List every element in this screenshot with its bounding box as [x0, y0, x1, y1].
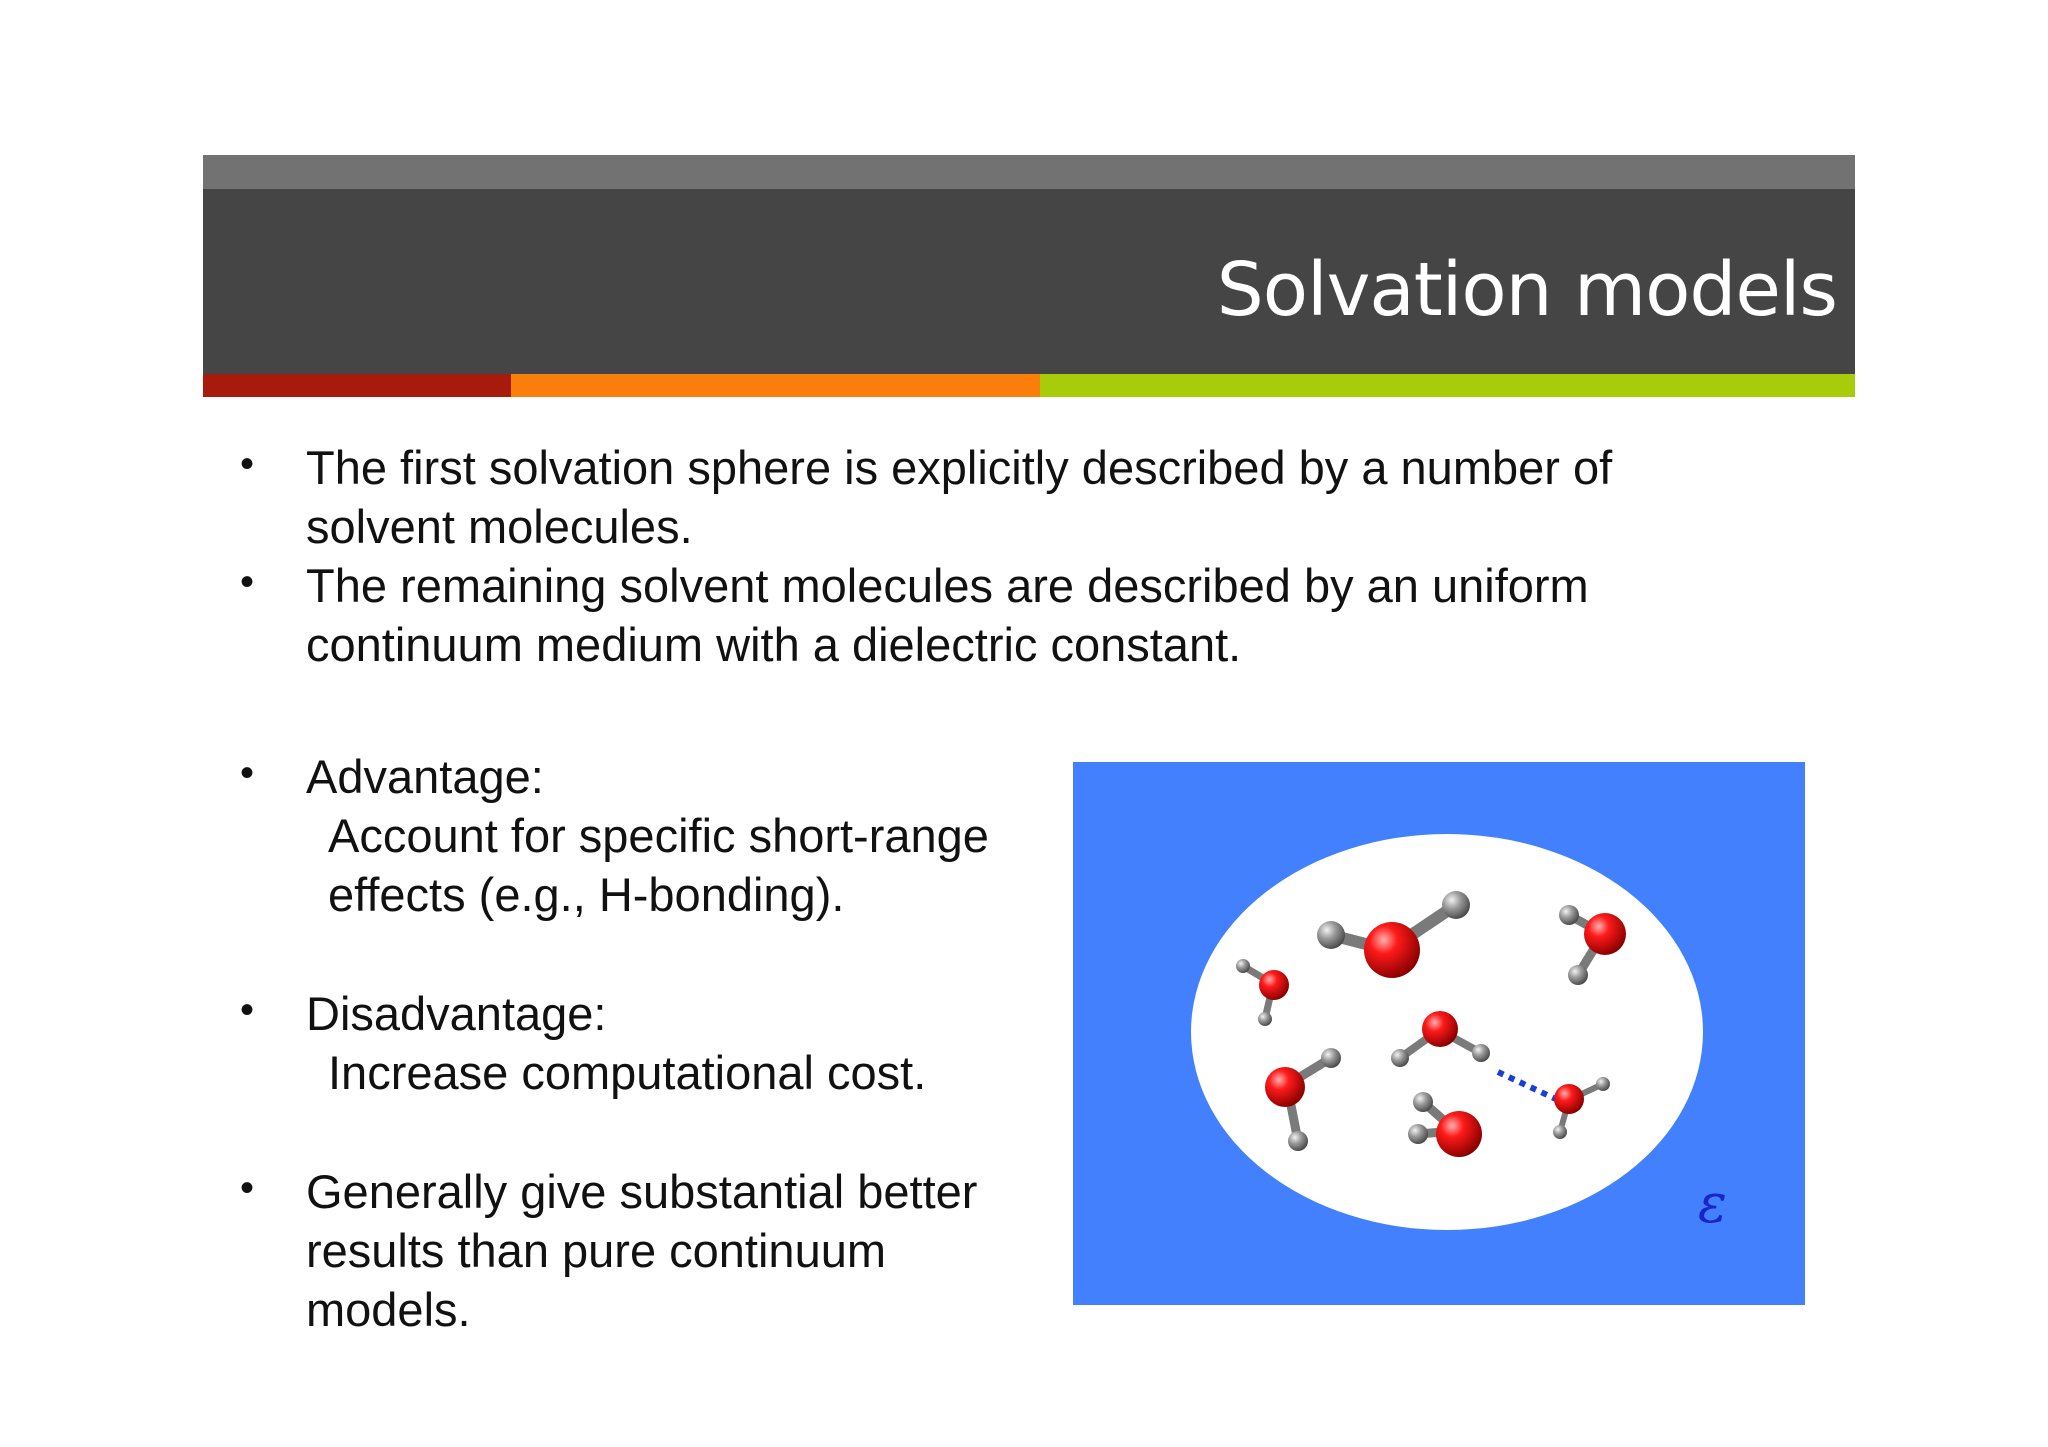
bullet-text	[306, 1162, 977, 1339]
bullet-line: results than pure continuum	[306, 1224, 886, 1277]
bullet-subtext	[328, 806, 989, 924]
bullet-marker: •	[240, 751, 255, 795]
bullet-line: Generally give substantial better	[306, 1165, 978, 1218]
accent-bar-red	[203, 374, 511, 397]
bullet-subtext	[328, 1043, 926, 1102]
bullet-line: effects (e.g., H-bonding).	[328, 868, 845, 921]
slide-title: Solvation models	[1216, 247, 1837, 333]
bullet-marker: •	[240, 988, 255, 1032]
bullet-line: solvent molecules.	[306, 500, 693, 553]
bullet-line: continuum medium with a dielectric constant.	[306, 618, 1242, 671]
header-top-bar	[203, 155, 1855, 189]
bullet-heading: Advantage:	[306, 750, 544, 803]
bullet-text	[306, 438, 1612, 556]
bullet-line: Account for specific short-range	[328, 809, 989, 862]
dielectric-constant-label: ε	[1698, 1172, 1727, 1235]
bullet-marker: •	[240, 1166, 255, 1210]
solvation-figure	[1073, 762, 1805, 1305]
bullet-marker: •	[240, 560, 255, 604]
bullet-heading: Disadvantage:	[306, 987, 607, 1040]
accent-bar-green	[1040, 374, 1855, 397]
bullet-line: The remaining solvent molecules are described by an uniform	[306, 559, 1589, 612]
bullet-text	[306, 556, 1589, 674]
bullet-line: Increase computational cost.	[328, 1046, 927, 1099]
bullet-line: The first solvation sphere is explicitly described by a number of	[306, 441, 1613, 494]
bullet-marker: •	[240, 442, 255, 486]
title-bar	[203, 189, 1855, 374]
bullet-line: models.	[306, 1283, 471, 1336]
accent-bar-orange	[511, 374, 1040, 397]
